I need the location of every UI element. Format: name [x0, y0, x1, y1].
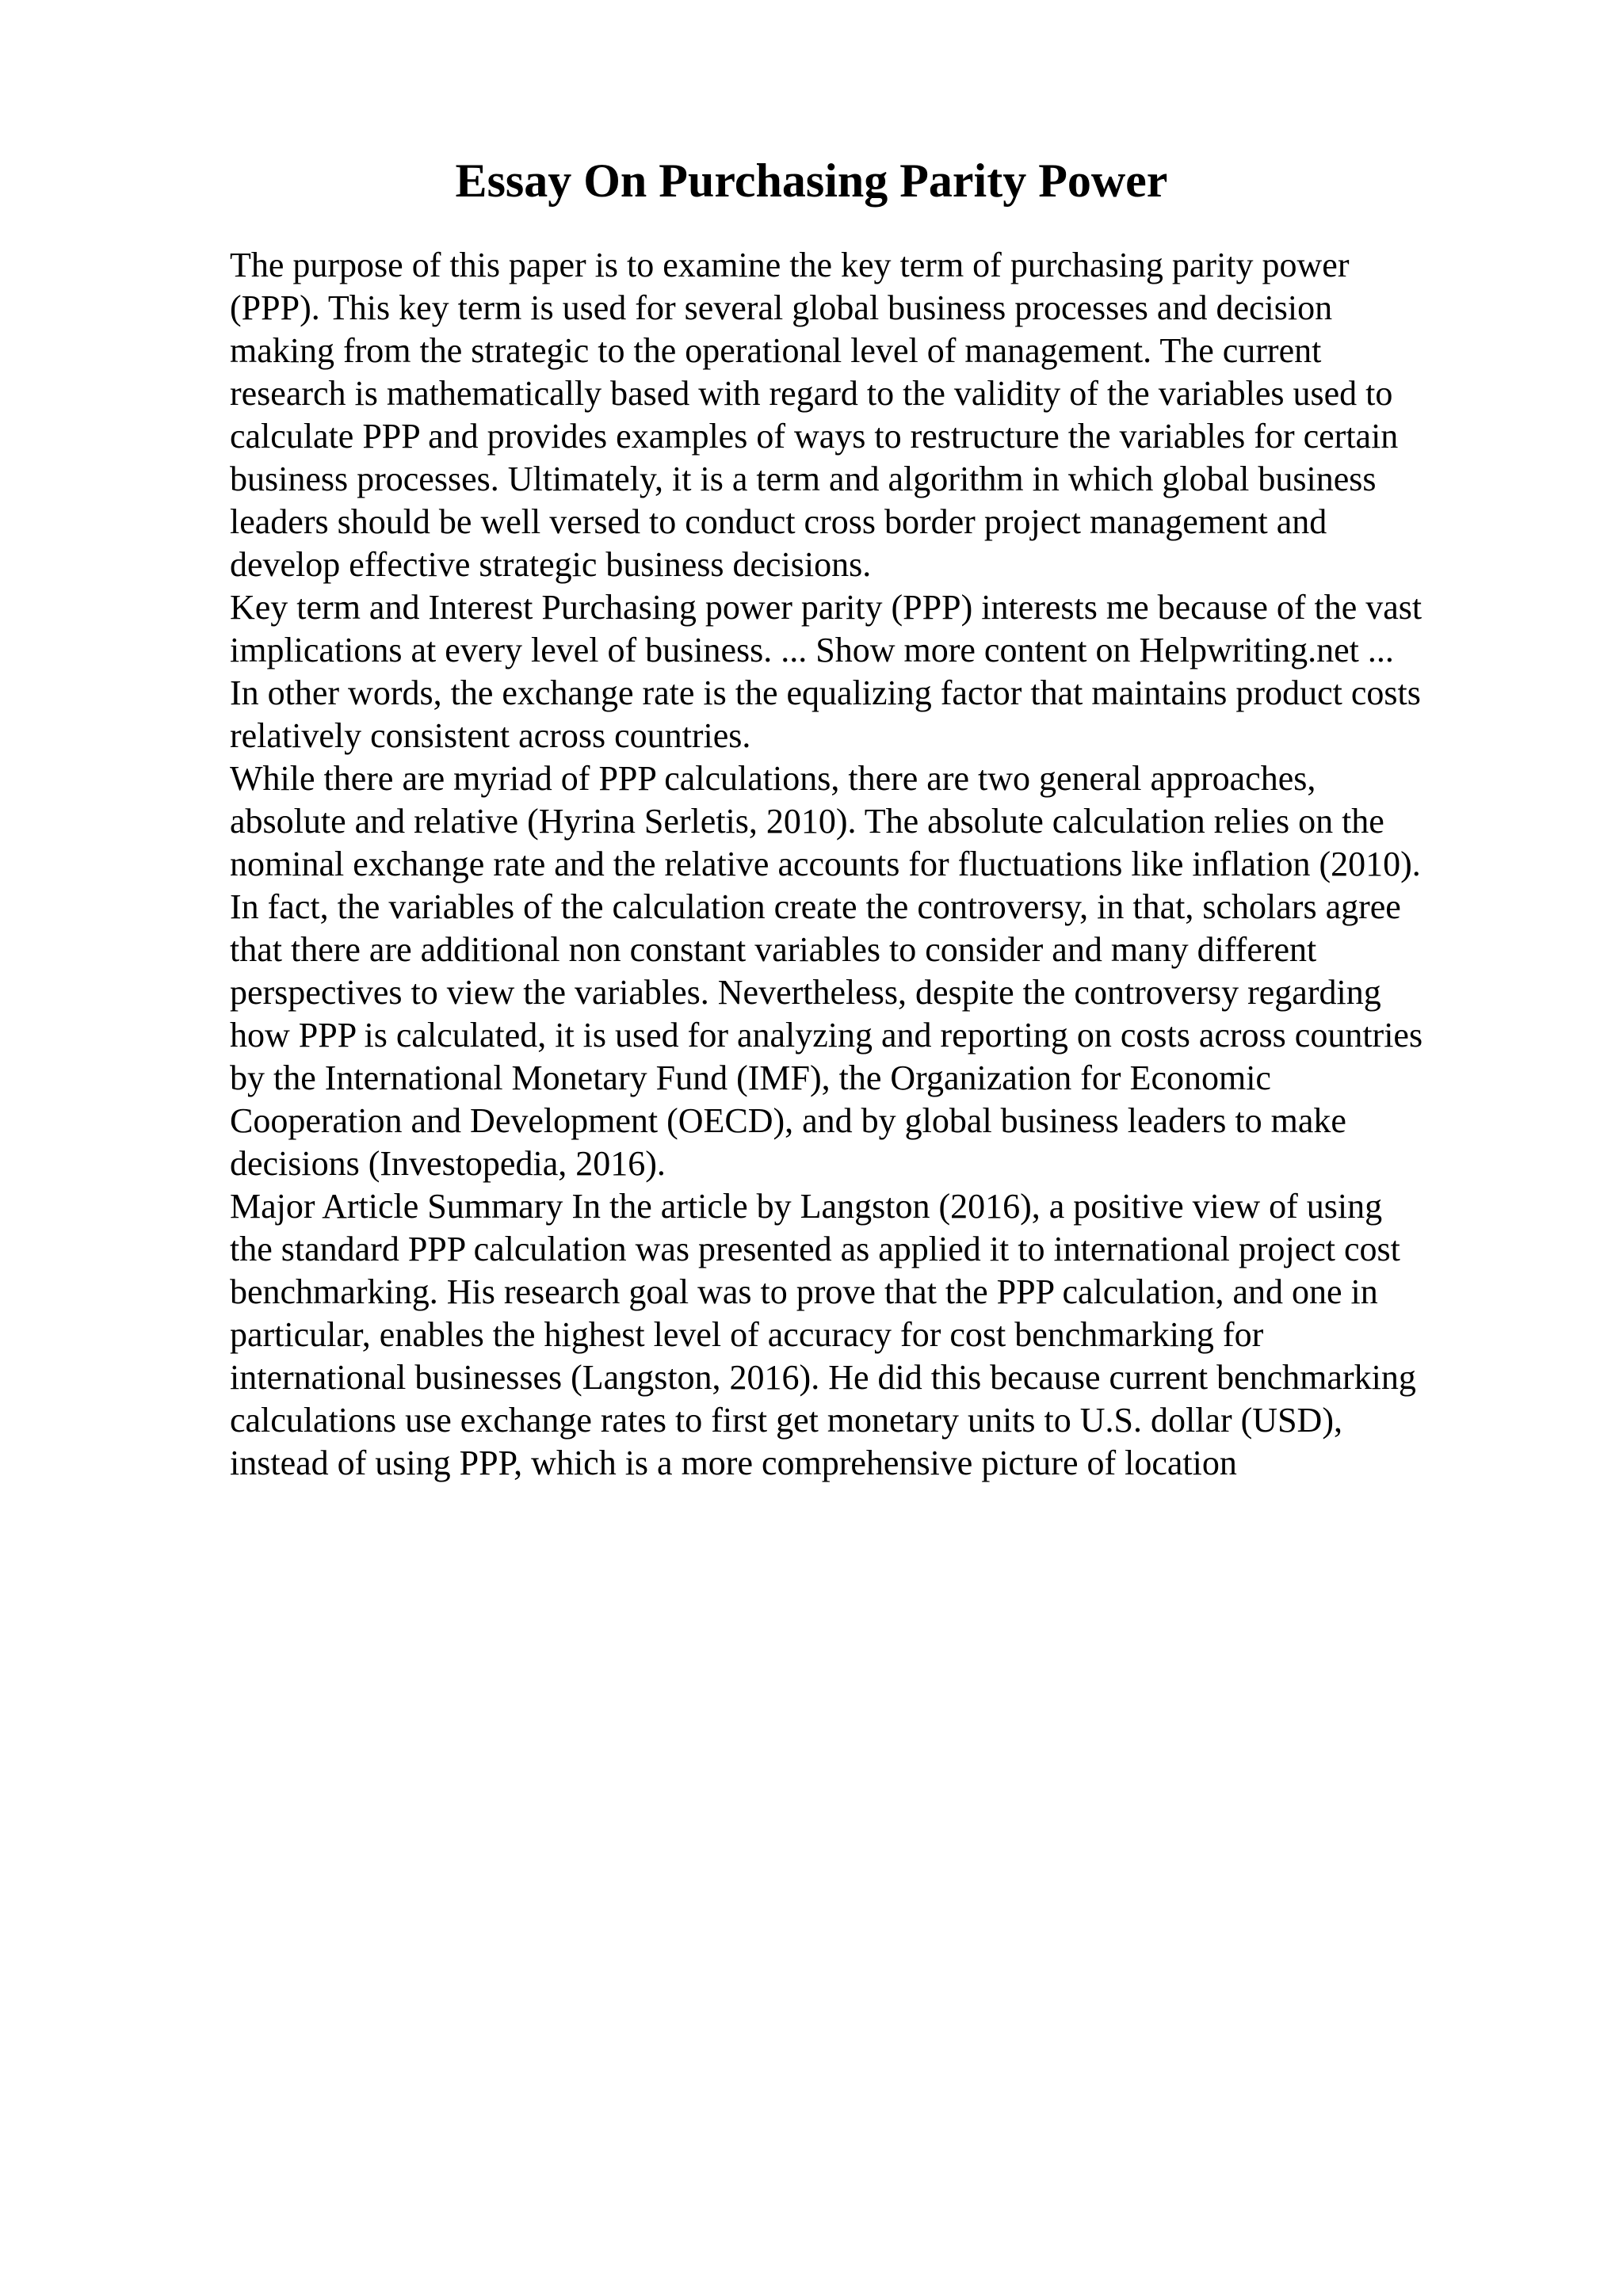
paragraph-article-summary: [230, 1185, 1498, 1485]
text-line: Major Article Summary In the article by Langston (2016), a positive view of using: [230, 1187, 1383, 1226]
text-line: particular, enables the highest level of accuracy for cost benchmarking for: [230, 1315, 1264, 1354]
text-line: Key term and Interest Purchasing power parity (PPP) interests me because of the vast: [230, 588, 1423, 627]
text-line: business processes. Ultimately, it is a term and algorithm in which global business: [230, 460, 1377, 498]
text-line: In other words, the exchange rate is the equalizing factor that maintains product costs: [230, 673, 1421, 712]
text-line: (PPP). This key term is used for several global business processes and decision: [230, 288, 1333, 327]
text-line: how PPP is calculated, it is used for analyzing and reporting on costs across countries: [230, 1016, 1423, 1055]
text-line: While there are myriad of PPP calculations, there are two general approaches,: [230, 759, 1316, 798]
text-line: calculations use exchange rates to first get monetary units to U.S. dollar (USD),: [230, 1401, 1342, 1440]
text-line: decisions (Investopedia, 2016).: [230, 1144, 666, 1183]
text-line: instead of using PPP, which is a more comprehensive picture of location: [230, 1444, 1237, 1482]
text-line: the standard PPP calculation was presented as applied it to international project cost: [230, 1230, 1400, 1268]
text-line: international businesses (Langston, 2016). He did this because current benchmarking: [230, 1358, 1416, 1397]
text-line: perspectives to view the variables. Nevertheless, despite the controversy regarding: [230, 973, 1381, 1012]
text-line: that there are additional non constant variables to consider and many different: [230, 930, 1317, 969]
document-body: [230, 244, 1498, 1485]
text-line: by the International Monetary Fund (IMF), the Organization for Economic: [230, 1058, 1271, 1097]
text-line: benchmarking. His research goal was to prove that the PPP calculation, and one in: [230, 1272, 1378, 1311]
text-line: Cooperation and Development (OECD), and by global business leaders to make: [230, 1101, 1346, 1140]
text-line: leaders should be well versed to conduct cross border project management and: [230, 502, 1327, 541]
paragraph-key-term: [230, 586, 1498, 757]
text-line: making from the strategic to the operational level of management. The current: [230, 331, 1322, 370]
text-line: implications at every level of business. ... Show more content on Helpwriting.net ...: [230, 631, 1394, 669]
text-line: research is mathematically based with regard to the validity of the variables used to: [230, 374, 1393, 413]
document-title: Essay On Purchasing Parity Power: [455, 154, 1168, 207]
text-line: nominal exchange rate and the relative accounts for fluctuations like inflation (2010).: [230, 845, 1421, 883]
paragraph-calculations: [230, 757, 1498, 1185]
paragraph-intro: [230, 244, 1498, 586]
text-line: In fact, the variables of the calculation create the controversy, in that, scholars agree: [230, 887, 1401, 926]
text-line: relatively consistent across countries.: [230, 716, 751, 755]
text-line: absolute and relative (Hyrina Serletis, 2010). The absolute calculation relies on the: [230, 802, 1384, 841]
text-line: The purpose of this paper is to examine the key term of purchasing parity power: [230, 246, 1350, 284]
text-line: calculate PPP and provides examples of ways to restructure the variables for certain: [230, 417, 1399, 456]
text-line: develop effective strategic business decisions.: [230, 545, 872, 584]
